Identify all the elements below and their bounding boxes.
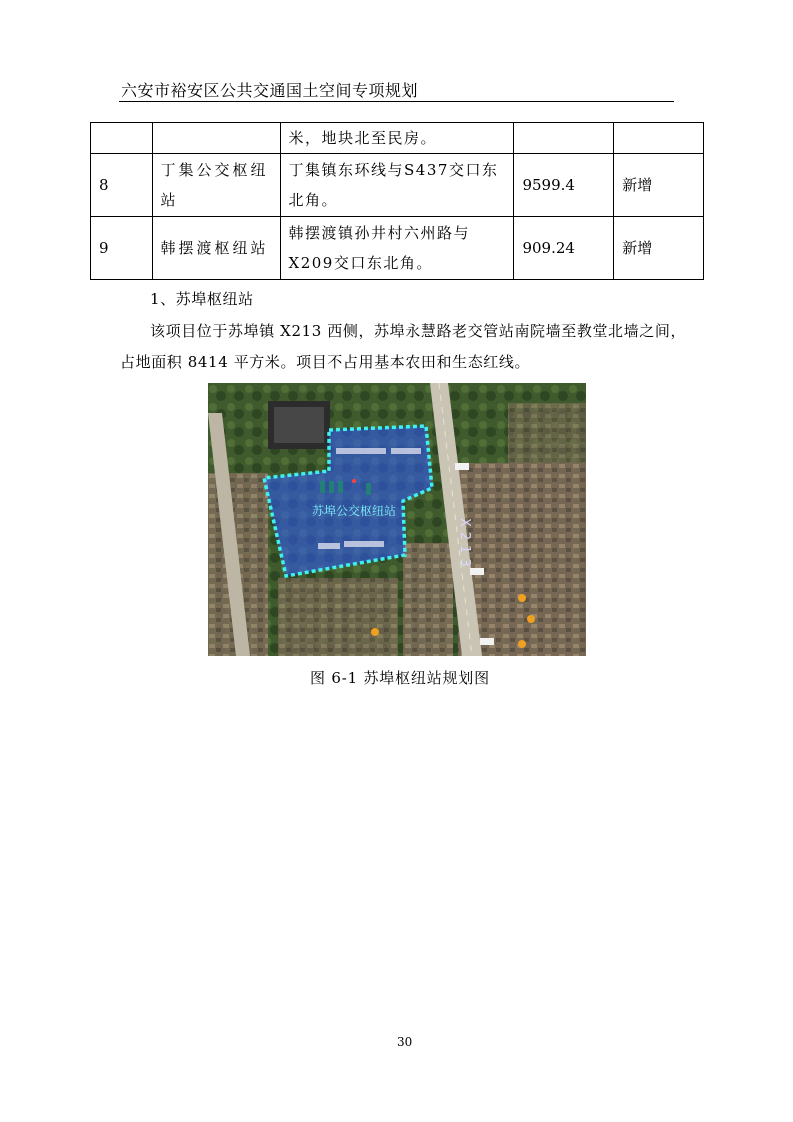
cell-area: 909.24 [514, 217, 614, 280]
paragraph-line: 该项目位于苏埠镇 X213 西侧，苏埠永慧路老交管站南院墙至教堂北墙之间， [150, 322, 687, 340]
cell-location: 韩摆渡镇孙井村六州路与X209交口东北角。 [280, 217, 514, 280]
cell-no: 8 [91, 154, 153, 217]
cell-name: 韩摆渡枢纽站 [152, 217, 280, 280]
cell-location: 丁集镇东环线与S437交口东北角。 [280, 154, 514, 217]
site-label: 苏埠公交枢纽站 [312, 504, 397, 518]
cell-type [614, 123, 704, 154]
page-number: 30 [397, 1035, 413, 1049]
cell-name: 丁集公交枢纽站 [152, 154, 280, 217]
page-header-title: 六安市裕安区公共交通国土空间专项规划 [121, 81, 419, 100]
cell-area [514, 123, 614, 154]
header-rule [119, 101, 674, 102]
cell-type: 新增 [614, 154, 704, 217]
cell-no: 9 [91, 217, 153, 280]
table-row [91, 154, 704, 217]
cell-area: 9599.4 [514, 154, 614, 217]
section-heading: 1、苏埠枢纽站 [150, 290, 254, 308]
figure-caption: 图 6-1 苏埠枢纽站规划图 [310, 669, 490, 687]
hub-table [90, 122, 704, 280]
cell-type: 新增 [614, 217, 704, 280]
cell-location: 米，地块北至民房。 [280, 123, 514, 154]
table-row [91, 123, 704, 154]
cell-no [91, 123, 153, 154]
paragraph-line: 占地面积 8414 平方米。项目不占用基本农田和生态红线。 [120, 353, 531, 371]
cell-name [152, 123, 280, 154]
satellite-map-image [208, 383, 586, 656]
table-row [91, 217, 704, 280]
road-label: X213 [457, 518, 472, 572]
